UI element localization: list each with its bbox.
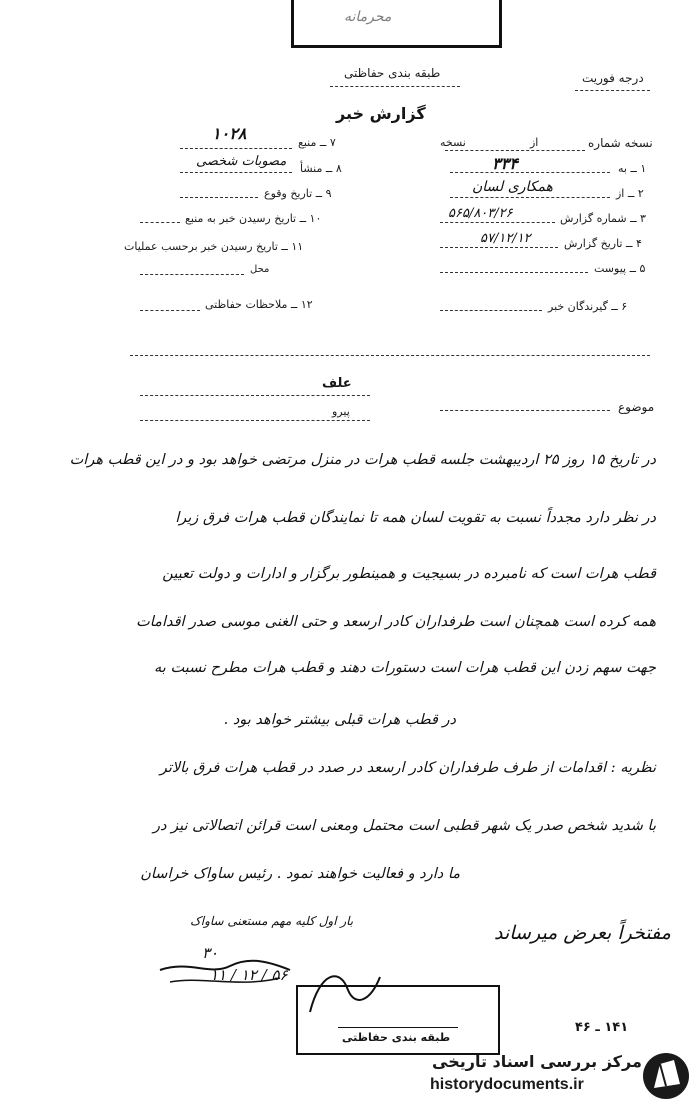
copy-number-label: نسخه شماره (588, 136, 653, 150)
bottom-code: ۱۴۱ ـ ۴۶ (575, 1020, 629, 1035)
handwritten-number: ۳۰ (202, 944, 219, 962)
body-line-6: در قطب هرات قبلی بیشتر خواهد بود . (223, 712, 456, 728)
field-received-source-line (140, 222, 180, 223)
body-line-4: همه کرده است همچنان است طرفداران کادر ارسعد و حتی الغنی موسی صدر اقدامات (136, 614, 656, 630)
body-line-3: قطب هرات است که نامبرده در بسیجیت و همینطور برگزار و ادارات و دولت تعیین (162, 566, 656, 582)
watermark-site-name: مرکز بررسی اسناد تاریخی (432, 1052, 642, 1071)
field-attachment-label: ۵ ــ پیوست (594, 262, 646, 275)
watermark (410, 1048, 700, 1108)
top-stamp-text: محرمانه (344, 9, 392, 25)
field-report-number-value: ۵۶۵/۸۰۳/۲۶ (448, 206, 513, 221)
field-report-date-label: ۴ ــ تاریخ گزارش (564, 237, 642, 250)
field-place-line (140, 274, 244, 275)
field-to-label: ۱ ــ به (618, 162, 647, 175)
header-divider (130, 355, 650, 356)
copy-label: نسخه (440, 136, 466, 149)
top-classification-stamp (291, 0, 502, 48)
classification-line (330, 86, 460, 87)
bottom-classification-stamp (296, 985, 500, 1055)
field-received-source-label: ۱۰ ــ تاریخ رسیدن خبر به منبع (185, 212, 322, 225)
field-from-value: همکاری لسان (472, 179, 553, 195)
field-report-number-label: ۳ ــ شماره گزارش (560, 212, 646, 225)
field-attachment-line (440, 272, 588, 273)
field-source-value: ۱۰۲۸ (212, 124, 247, 143)
comment-line-2: با شدید شخص صدر یک شهر قطبی است محتمل ومعنی است قرائن اتصالاتی نیز در (153, 818, 656, 834)
subject-line (440, 410, 610, 411)
closing-text: مفتخراً بعرض میرساند (494, 922, 671, 944)
field-security-notes-label: ۱۲ ــ ملاحظات حفاظتی (205, 298, 313, 311)
subject-sub-line (140, 420, 370, 421)
copy-line (445, 150, 585, 151)
copy-from-label: از (530, 136, 539, 149)
signature-note: بار اول کلیه مهم مستعنی ساواک (190, 914, 354, 928)
bottom-stamp-divider (338, 1027, 458, 1028)
field-source-line (180, 148, 292, 149)
field-occurrence-date-label: ۹ ــ تاریخ وقوع (264, 187, 332, 200)
field-origin-label: ۸ ــ منشأ (300, 162, 342, 175)
body-line-1: در تاریخ ۱۵ روز ۲۵ اردیبهشت جلسه قطب هرات در منزل مرتضی خواهد بود و در این قطب هرات (69, 452, 656, 468)
form-title: گزارش خبر (336, 104, 426, 123)
field-report-number-line (440, 222, 555, 223)
handwritten-date: ۱۱ / ۱۲ / ۵۶ (210, 966, 288, 984)
comment-line-1: نظریه : اقدامات از طرف طرفداران کادر ارسعد در صدد در قطب هرات فرق بالاتر (159, 760, 656, 776)
field-security-notes-line (140, 310, 200, 311)
bottom-stamp-label: طبقه بندی حفاظتی (342, 1031, 451, 1044)
field-recipients-label: ۶ ــ گیرندگان خبر (548, 300, 628, 313)
field-from-label: ۲ ــ از (616, 187, 644, 200)
field-recipients-line (440, 310, 542, 311)
body-line-5: جهت سهم زدن این قطب هرات است دستورات دهند و قطب هرات مطرح نسبت به (154, 660, 656, 676)
field-occurrence-date-line (180, 197, 258, 198)
field-origin-value: مصوبات شخصی (196, 154, 287, 169)
field-to-value: ۳۳۴ (492, 154, 518, 173)
watermark-url: historydocuments.ir (430, 1076, 584, 1093)
field-to-line (450, 172, 610, 173)
field-received-operations-label: ۱۱ ــ تاریخ رسیدن خبر برحسب عملیات (124, 240, 304, 253)
classification-label: طبقه بندی حفاظتی (344, 66, 441, 80)
subject-label: موضوع (618, 400, 655, 414)
field-report-date-line (440, 247, 558, 248)
watermark-logo-icon (640, 1050, 692, 1102)
subject-bold: علف (322, 376, 352, 391)
field-place-label: محل (250, 264, 270, 275)
subject-sub: پیرو (332, 405, 350, 418)
subject-bold-line (140, 395, 370, 396)
field-source-label: ۷ ــ منبع (298, 136, 336, 149)
comment-line-3: ما دارد و فعالیت خواهند نمود . رئیس ساواک خراسان (140, 866, 460, 882)
field-origin-line (180, 172, 292, 173)
field-from-line (450, 197, 610, 198)
body-line-2: در نظر دارد مجدداً نسبت به تقویت لسان همه تا نمایندگان قطب هرات فرق زیرا (175, 510, 656, 526)
urgency-label: درجه فوریت (582, 71, 644, 85)
urgency-line (575, 90, 650, 91)
field-report-date-value: ۵۷/۱۲/۱۲ (480, 231, 531, 246)
